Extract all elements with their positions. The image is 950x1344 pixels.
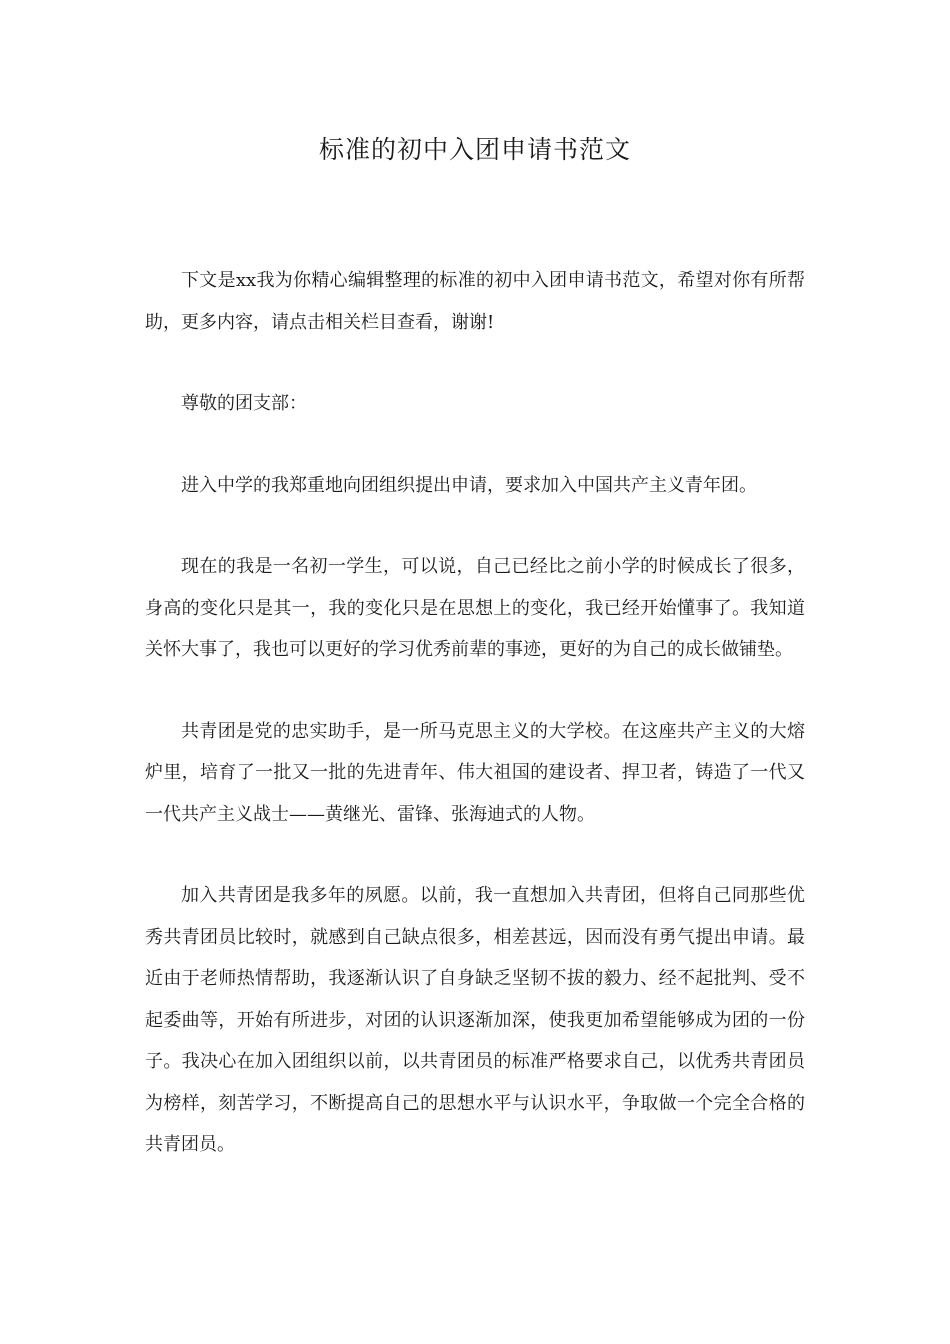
body-paragraph: 共青团是党的忠实助手，是一所马克思主义的大学校。在这座共产主义的大熔炉里，培育了一批又一批的先进青年、伟大祖国的建设者、捍卫者，铸造了一代又一代共产主义战士——黄继光、雷锋、张海迪式的人物。 xyxy=(145,720,805,825)
document-title: 标准的初中入团申请书范文 xyxy=(318,135,631,164)
salutation: 尊敬的团支部： xyxy=(181,393,307,414)
document-body xyxy=(145,260,805,1166)
intro-paragraph: 下文是xx我为你精心编辑整理的标准的初中入团申请书范文，希望对你有所帮助，更多内容，请点击相关栏目查看，谢谢! xyxy=(145,270,805,333)
body-paragraph: 加入共青团是我多年的夙愿。以前，我一直想加入共青团，但将自己同那些优秀共青团员比较时，就感到自己缺点很多，相差甚远，因而没有勇气提出申请。最近由于老师热情帮助，我逐渐认识了自身缺乏坚韧不拔的毅力、经不起批判、受不起委曲等，开始有所进步，对团的认识逐渐加深，使我更加希望能够成为团的一份子。我决心在加入团组织以前，以共青团员的标准严格要求自己，以优秀共青团员为榜样，刻苦学习，不断提高自己的思想水平与认识水平，争取做一个完全合格的共青团员。 xyxy=(145,885,805,1155)
body-paragraph: 现在的我是一名初一学生，可以说，自己已经比之前小学的时候成长了很多，身高的变化只是其一，我的变化只是在思想上的变化，我已经开始懂事了。我知道关怀大事了，我也可以更好的学习优秀前辈的事迹，更好的为自己的成长做铺垫。 xyxy=(145,556,805,660)
body-paragraph: 进入中学的我郑重地向团组织提出申请，要求加入中国共产主义青年团。 xyxy=(181,474,757,496)
